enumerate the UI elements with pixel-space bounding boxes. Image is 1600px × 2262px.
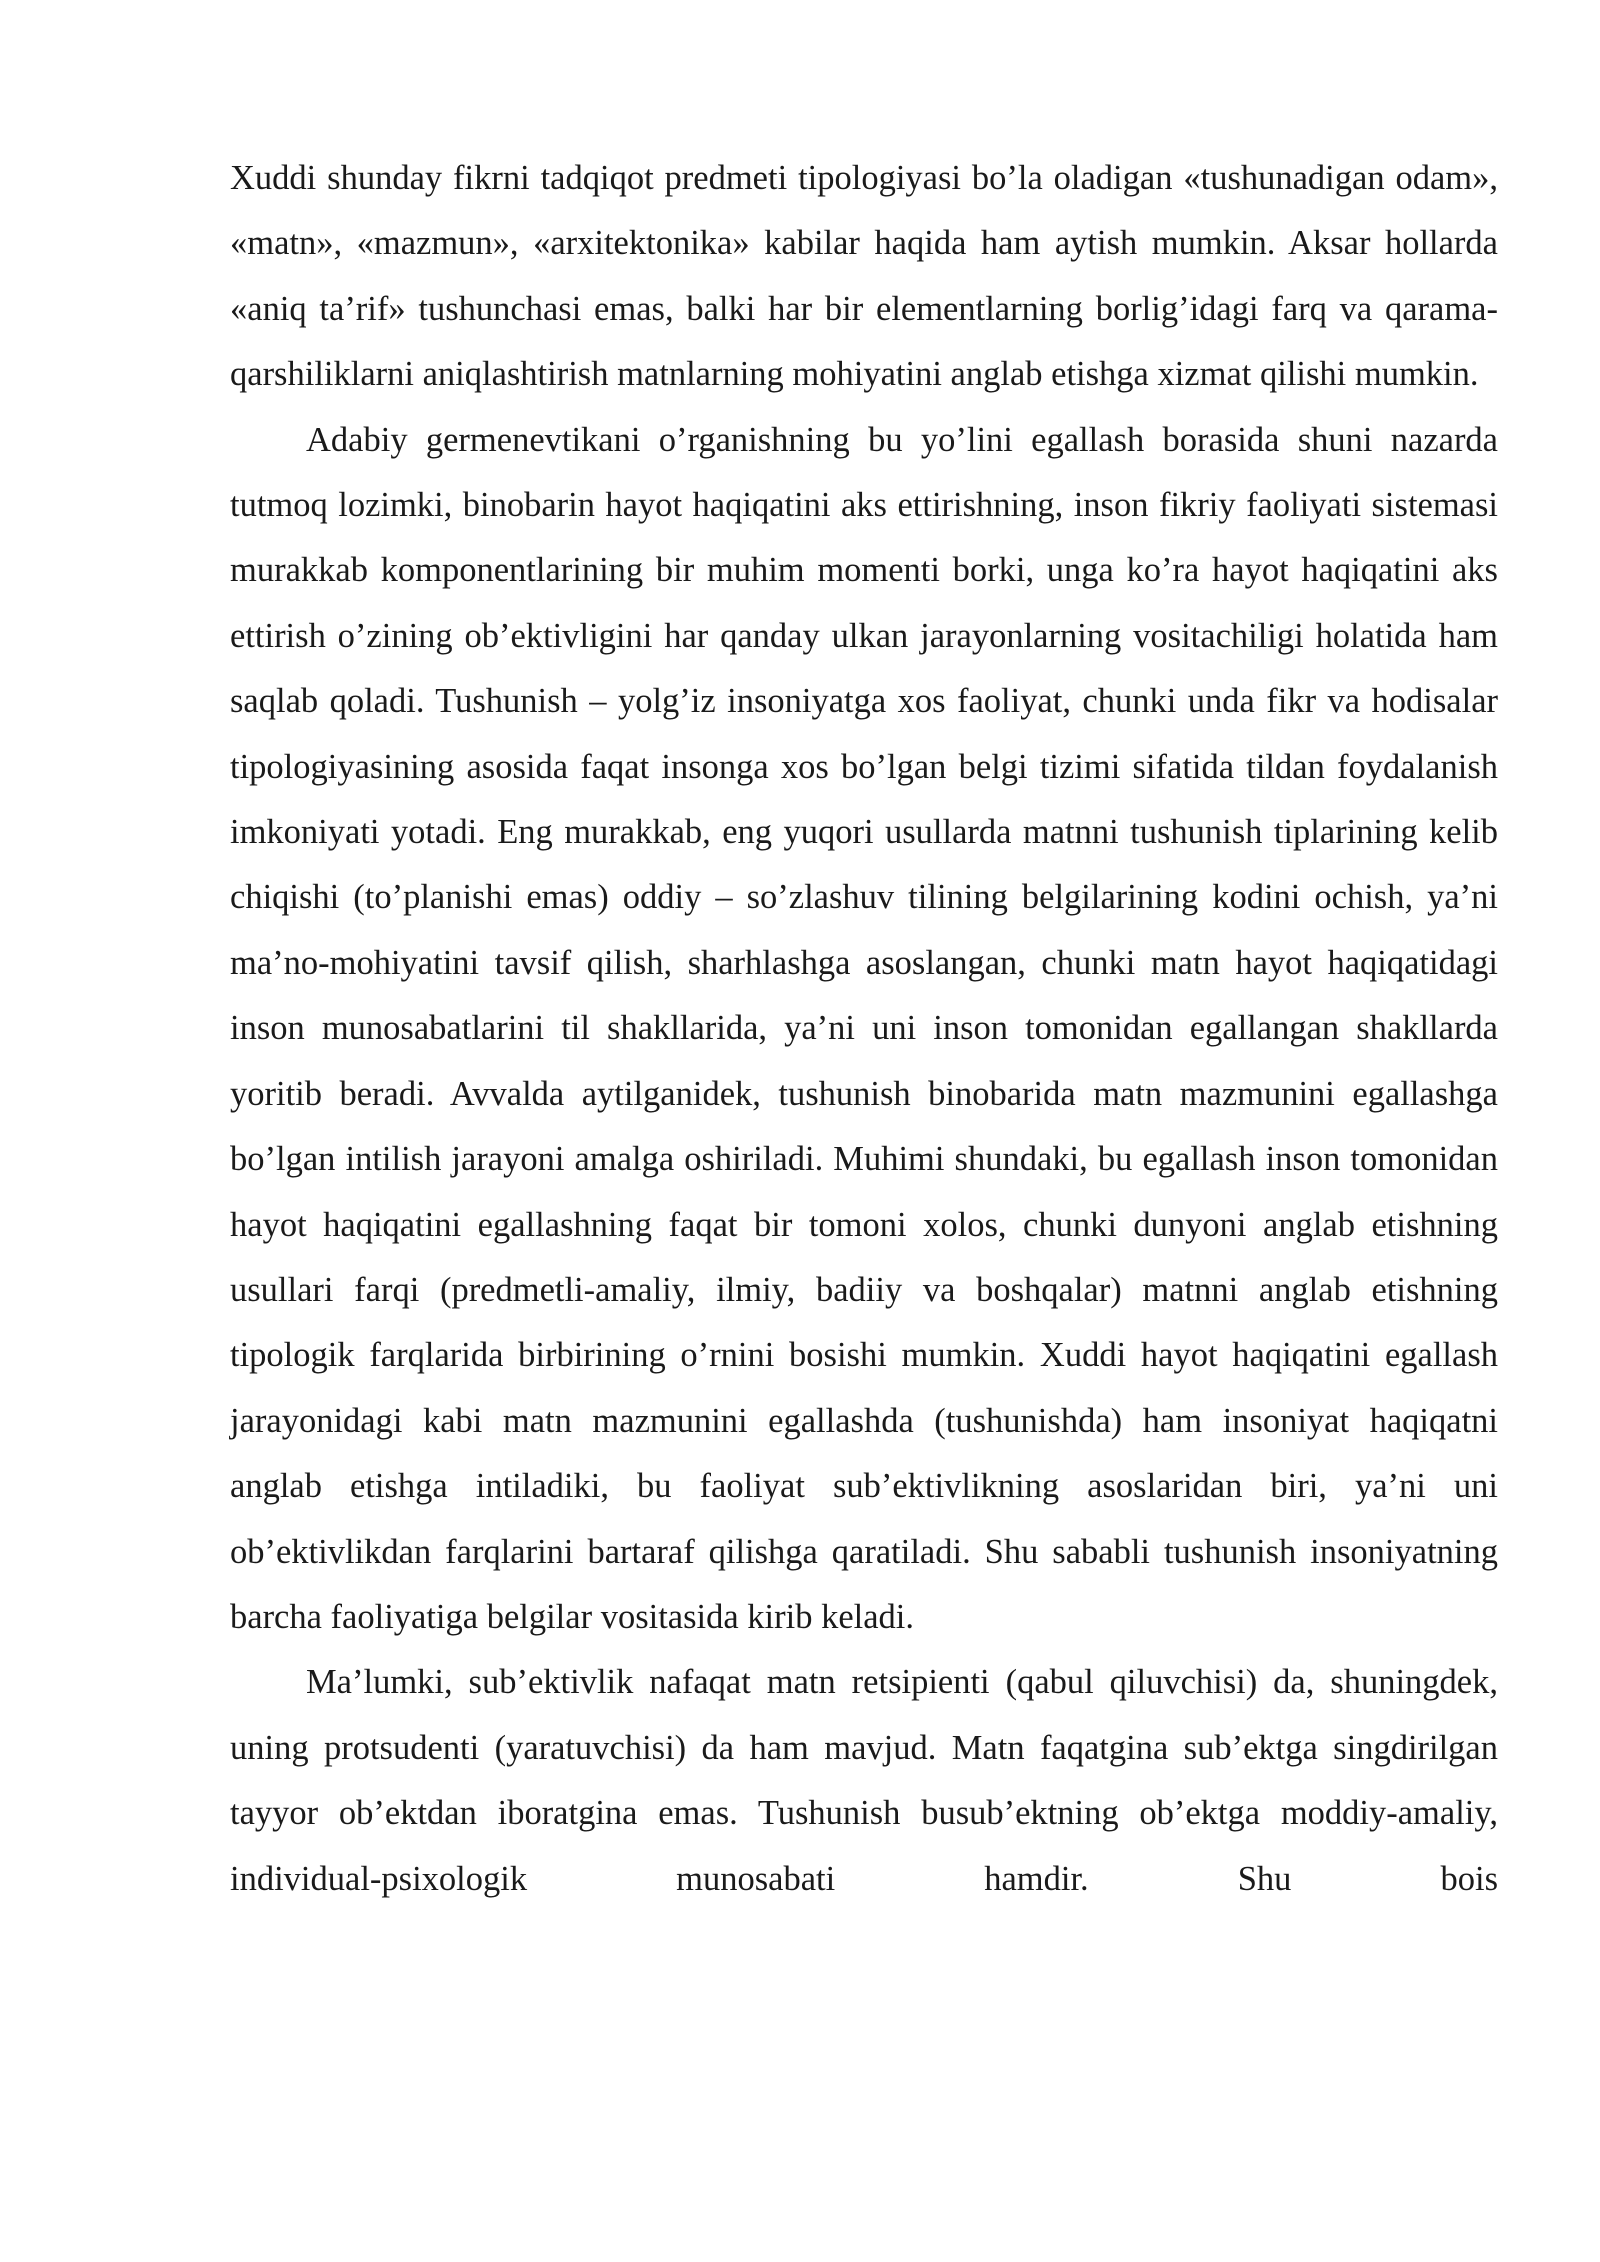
document-page [230,146,1498,1912]
paragraph-3: Ma’lumki, sub’ektivlik nafaqat matn retsipienti (qabul qiluvchisi) da, shuningdek, uning protsudenti (yaratuvchisi) da ham mavjud. Matn faqatgina sub’ektga singdirilgan tayyor ob’ektdan iboratgina emas. Tushunish busub’ektning ob’ektga moddiy-amaliy, individual-psixologik munosabati hamdir. Shu bois [230,1663,1498,1898]
paragraph-1: Xuddi shunday fikrni tadqiqot predmeti tipologiyasi bo’la oladigan «tushunadigan odam», «matn», «mazmun», «arxitektonika» kabilar haqida ham aytish mumkin. Aksar hollarda «aniq ta’rif» tushunchasi emas, balki har bir elementlarning borlig’idagi farq va qarama-qarshiliklarni aniqlashtirish matnlarning mohiyatini anglab etishga xizmat qilishi mumkin. [230,159,1498,394]
paragraph-2: Adabiy germenevtikani o’rganishning bu yo’lini egallash borasida shuni nazarda tutmoq lozimki, binobarin hayot haqiqatini aks ettirishning, inson fikriy faoliyati sistemasi murakkab komponentlarining bir muhim momenti borki, unga ko’ra hayot haqiqatini aks ettirish o’zining ob’ektivligini har qanday ulkan jarayonlarning vositachiligi holatida ham saqlab qoladi. Tushunish – yolg’iz insoniyatga xos faoliyat, chunki unda fikr va hodisalar tipologiyasining asosida faqat insonga xos bo’lgan belgi tizimi sifatida tildan foydalanish imkoniyati yotadi. Eng murakkab, eng yuqori usullarda matnni tushunish tiplarining kelib chiqishi (to’planishi emas) oddiy – so’zlashuv tilining belgilarining kodini ochish, ya’ni ma’no-mohiyatini tavsif qilish, sharhlashga asoslangan, chunki matn hayot haqiqatidagi inson munosabatlarini til shakllarida, ya’ni uni inson tomonidan egallangan shakllarda yoritib beradi. Avvalda aytilganidek, tushunish binobarida matn mazmunini egallashga bo’lgan intilish jarayoni amalga oshiriladi. Muhimi shundaki, bu egallash inson tomonidan hayot haqiqatini egallashning faqat bir tomoni xolos, chunki dunyoni anglab etishning usullari farqi (predmetli-amaliy, ilmiy, badiiy va boshqalar) matnni anglab etishning tipologik farqlarida birbirining o’rnini bosishi mumkin. Xuddi hayot haqiqatini egallash jarayonidagi kabi matn mazmunini egallashda (tushunishda) ham insoniyat haqiqatni anglab etishga intiladiki, bu faoliyat sub’ektivlikning asoslaridan biri, ya’ni uni ob’ektivlikdan farqlarini bartaraf qilishga qaratiladi. Shu sababli tushunish insoniyatning barcha faoliyatiga belgilar vositasida kirib keladi. [230,420,1498,1636]
